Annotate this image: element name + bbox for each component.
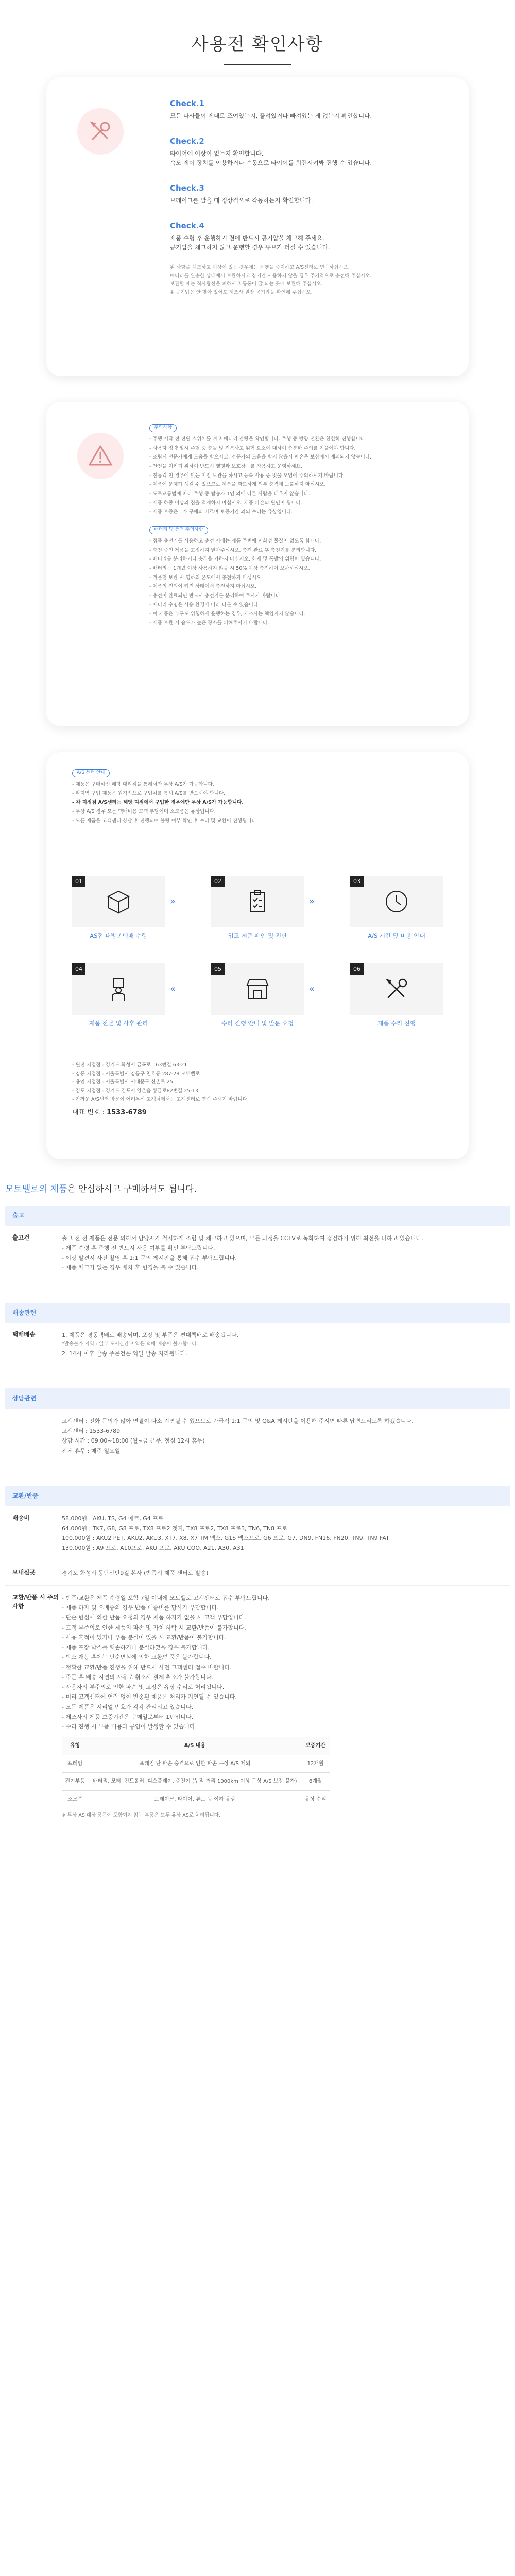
return-address-row [5, 1561, 510, 1585]
battery-tag: 배터리 및 충전 주의사항 [149, 526, 208, 534]
fee-line: 100,000원 : AKU2 PET, AKU2, AKU3, XT7, X8, X7 TM 엑스, G1S 엑스프로, G6 프로, G7, DN9, FN16, FN20, TN9, TN9 FAT [62, 1535, 389, 1541]
store-icon [243, 975, 272, 1004]
as-center-list [72, 1061, 443, 1119]
caution-line: - 조립시 전문가에게 도움을 받으시고, 전문가의 도움을 받지 않을시 파손은 보상에서 제외되지 않습니다. [149, 454, 372, 461]
check-text: 브레이크를 발을 때 정상적으로 작동하는지 확인합니다. [170, 197, 313, 205]
step-number: 02 [211, 876, 225, 887]
release-line: - 이상 발견시 사진 촬영 후 1:1 문의 게시판을 통해 접수 부탁드립니다. [62, 1255, 237, 1262]
battery-line: - 이 제품은 누구도 위험하게 운행하는 경우, 제조사는 책임지지 않습니다. [149, 611, 305, 617]
caution-line: - 사용자 정량 일시 주행 중 충돌 및 전복사고 위험 요소에 대하여 충분한 주의를 기울여야 합니다. [149, 445, 356, 451]
table-cell: 유상 수리 [301, 1790, 330, 1808]
as-intro-line: - 타지역 구입 제품은 원칙적으로 구입처를 통해 A/S를 받으셔야 합니다. [72, 790, 226, 796]
table-row [62, 1790, 330, 1808]
caution-line: - 안전을 지키기 위하여 반드시 헬멧과 보호장구를 착용하고 운행하세요. [149, 463, 302, 469]
table-row [62, 1773, 330, 1791]
chevron-left-icon: « [170, 984, 176, 994]
step-box [211, 876, 304, 927]
return-conditions-row [5, 1585, 510, 1827]
step-label: 입고 제품 확인 및 진단 [228, 932, 287, 939]
check-title: Check.4 [170, 221, 204, 230]
tools-icon [77, 108, 124, 155]
release-line: - 제품 수령 후 주행 전 반드시 사용 여부를 확인 부탁드립니다. [62, 1244, 215, 1251]
battery-line: - 겨울철 보관 시 영하의 온도에서 충전하지 마십시오. [149, 574, 263, 581]
step-label: 수리 진행 안내 및 발문 요청 [221, 1020, 294, 1027]
clipboard-icon [243, 887, 272, 916]
battery-line: - 배터리를 분리하거나 충격을 가하지 마십시오. 화재 및 폭발의 위험이 있습니다. [149, 556, 321, 563]
row-value [62, 1593, 510, 1820]
warranty-table [62, 1737, 330, 1808]
check-text: 모든 나사들이 제대로 조여있는지, 풀려있거나 빠져있는 게 없는지 확인합니다. [170, 112, 372, 120]
row-value: 경기도 화성시 동탄산단9길 본사 (반품시 제품 센터로 발송) [62, 1569, 209, 1577]
cond-line: - 정확한 교환/반품 진행을 위해 반드시 사전 고객센터 접수 바랍니다. [62, 1664, 232, 1671]
cond-line: - 주문 후 배송 지연의 사유로 취소시 결제 취소가 불가합니다. [62, 1673, 213, 1681]
delivery-bar: 배송관련 [5, 1303, 510, 1323]
delivery-icon [104, 975, 133, 1004]
step-label: A/S 시간 및 비용 안내 [368, 932, 425, 939]
delivery-row [5, 1323, 510, 1366]
step-label: 제품 수리 진행 [377, 1020, 416, 1027]
check-text: 제품 수령 후 운행하기 전에 반드시 공기압을 체크해 주세요. 공기압을 체크하지 않고 운행할 경우 튜브가 터질 수 있습니다. [170, 234, 330, 251]
warning-icon [77, 433, 124, 479]
cond-line: - 고객 부주의로 인한 제품의 파손 및 가치 하락 시 교환/반품이 불가합니다. [62, 1624, 246, 1631]
consult-bar: 상담관련 [5, 1388, 510, 1409]
step-label: 제품 전달 및 사후 관리 [89, 1020, 148, 1027]
row-value [62, 1416, 510, 1456]
check-item [170, 182, 448, 206]
table-header-row [62, 1737, 330, 1755]
row-value [62, 1233, 510, 1273]
center-line: - 강동 지정점 : 서울특별시 강동구 천호동 287-28 모토벨로 [72, 1071, 200, 1077]
battery-line: - 제품의 전원이 켜진 상태에서 충전하지 마십시오. [149, 584, 257, 590]
center-line: - 원전 지정점 : 경기도 화성시 금곡로 163번길 63-21 [72, 1062, 187, 1068]
battery-line: - 배터리는 1개월 이상 사용하지 않을 시 50% 이상 충전하여 보관하십시오. [149, 565, 310, 571]
return-bar: 교환/반품 [5, 1486, 510, 1506]
center-line: - 가까운 A/S센터 방문이 어려우신 고객님께서는 고객센터로 연락 주시기 바랍니다. [72, 1096, 249, 1103]
check-item [170, 135, 448, 168]
as-tag: A/S 센터 안내 [72, 769, 110, 777]
release-line: - 제품 체크가 없는 경우 배차 후 변경을 불 수 있습니다. [62, 1264, 199, 1272]
delivery-line: *발송불가 지역 : 일부 도서산간 지역은 택배 배송이 불가합니다. [62, 1341, 198, 1347]
brand-product-text: 모토벨로의 제품 [5, 1184, 67, 1194]
cond-line: - 제조사의 제품 보증기간은 구매일로부터 1년입니다. [62, 1713, 194, 1720]
as-process-steps [72, 876, 443, 1046]
row-value [62, 1514, 510, 1553]
note-line: 위 사항을 체크하고 이상이 있는 경우에는 운행을 중지하고 A/S센터로 연락하십시오. [170, 264, 350, 270]
as-intro-line: - 무상 A/S 경우 모든 택배비용 고객 부담이며 소모품은 유상입니다. [72, 808, 216, 815]
as-intro-list [72, 781, 443, 825]
release-line: 출고 전 전 제품은 전문 의해서 담당자가 철저하게 조립 및 체크하고 있으며, 모든 과정을 CCTV로 녹화하여 점검하기 위해 최선을 다하고 있습니다. [62, 1234, 423, 1242]
battery-line: - 충전 중인 제품을 고정하지 말아주십시오. 충전 완료 후 충전기를 분리합니다. [149, 547, 317, 553]
cond-line: - 제품 하자 및 오배송의 경우 반품 배송비를 당사가 부담합니다. [62, 1604, 219, 1611]
fee-line: 130,000원 : A9 프로, A10프로, AKU 프로, AKU COO, A21, A30, A31 [62, 1545, 244, 1552]
center-phone [72, 1107, 443, 1119]
row-label: 택배배송 [12, 1331, 36, 1338]
row-label: 출고건 [12, 1233, 30, 1241]
consult-line: 전체 휴무 : 매주 일요일 [62, 1447, 121, 1454]
cond-line: - 사용 흔적이 있거나 부품 분실이 있을 시 교환/반품이 불가합니다. [62, 1634, 226, 1641]
row-label [5, 1416, 62, 1456]
cond-line: - 단순 변심에 의한 반품 요청의 경우 제품 하자가 없을 시 고객 부담입니다. [62, 1614, 246, 1621]
fee-line: 64,000원 : TK7, G8, G8 프로, TX8 프로2 엣지, TX8 프로2, TX8 프로3, TN6, TN8 프로 [62, 1524, 287, 1532]
as-intro [72, 768, 443, 826]
as-intro-line: - 각 지정점 A/S센터는 해당 지점에서 구입한 경우에만 무상 A/S가 가능합니다. [72, 800, 244, 806]
delivery-line: 1. 제품은 경동택배로 배송되며, 포장 및 부품은 편대책배로 배송됩니다. [62, 1332, 238, 1339]
page-title: 사용전 확인사항 [191, 34, 324, 55]
check-item [170, 220, 448, 252]
as-card [46, 752, 469, 1159]
caution-body [149, 422, 448, 629]
row-label: 배송비 [12, 1514, 30, 1521]
table-note: ※ 무상 AS 대상 품목에 포함되지 않는 부품은 모두 유상 AS로 처리됩니다. [62, 1812, 220, 1819]
step-box [211, 963, 304, 1015]
cond-line: - 반품/교환은 제품 수령일 포함 7일 이내에 모토벨로 고객센터로 접수 부탁드립니다. [62, 1594, 270, 1601]
cond-line: - 박스 개봉 후에는 단순변심에 의한 교환/반품은 불가합니다. [62, 1654, 212, 1661]
table-cell: 프레임 단 파손 충격으로 인한 파손 무상 A/S 제외 [88, 1755, 301, 1773]
battery-line: - 제품 보관 시 습도가 높은 장소를 피해주시기 바랍니다. [149, 620, 269, 626]
table-cell: 12개월 [301, 1755, 330, 1773]
chevron-right-icon: » [309, 896, 315, 907]
center-phone-label: 대표 번호 : [72, 1109, 105, 1117]
fee-line: 58,000원 : AKU, TS, G4 에코, G4 프로 [62, 1515, 164, 1522]
check-item [170, 98, 448, 121]
caution-line: - 주행 시작 전 전원 스위치를 켜고 배터리 잔량을 확인합니다. 주행 중 방향 전환은 천천히 진행합니다. [149, 436, 367, 442]
table-header: 보증기간 [301, 1737, 330, 1755]
delivery-line: 2. 14시 이후 발송 주문건은 익일 발송 처리됩니다. [62, 1350, 187, 1358]
row-label: 교환/반품 시 주의 사항 [12, 1593, 59, 1610]
note-line: 배터리를 완충한 상태에서 보관하시고 장기간 사용하지 않을 경우 주기적으로 충전해 주십시오. [170, 273, 372, 279]
caution-tag: 주의사항 [149, 424, 177, 432]
center-phone-number: 1533-6789 [107, 1109, 147, 1117]
row-value [62, 1330, 510, 1359]
check-title: Check.1 [170, 99, 204, 108]
step-box [350, 963, 443, 1015]
table-cell: 전기부품 [62, 1773, 88, 1791]
trust-text: 은 안심하시고 구매하셔도 됩니다. [67, 1184, 197, 1194]
table-cell: 배터리, 모터, 컨트롤러, 디스플레이, 충전기 (누적 거리 1000km 이상 무상 A/S 보장 불가) [88, 1773, 301, 1791]
check-list [170, 98, 448, 297]
note-line: ※ 공기압은 안 맞아 있어도 제조사 권장 공기압을 확인해 주십시오. [170, 290, 313, 296]
table-cell: 6개월 [301, 1773, 330, 1791]
release-row [5, 1226, 510, 1280]
row-label: 보내실곳 [12, 1568, 36, 1576]
consult-line: 고객센터 : 전화 문의가 많아 연결이 다소 지연될 수 있으므로 가급적 1:1 문의 및 Q&A 게시판을 이용해 주시면 빠른 답변드리도록 하겠습니다. [62, 1417, 414, 1425]
consult-line: 고객센터 : 1533-6789 [62, 1428, 121, 1435]
check-notes [170, 264, 448, 297]
battery-line: - 정품 충전기를 사용하고 충전 시에는 제품 주변에 인화성 물질이 없도록 합니다. [149, 538, 321, 544]
step-number: 01 [72, 876, 85, 887]
step-number: 03 [350, 876, 364, 887]
battery-line: - 배터리 수명은 사용 환경에 따라 다를 수 있습니다. [149, 602, 260, 608]
check-card [46, 77, 469, 376]
step-box [350, 876, 443, 927]
check-title: Check.3 [170, 183, 204, 193]
cond-line: - 사용자의 부주의로 인한 파손 및 고장은 유상 수리로 처리됩니다. [62, 1684, 225, 1690]
title-underline [224, 64, 291, 65]
trust-section-title [5, 1182, 197, 1196]
battery-list [149, 537, 448, 628]
step-box [72, 963, 165, 1015]
cond-line: - 제품 포장 박스를 훼손하거나 분실하였을 경우 불가합니다. [62, 1644, 210, 1651]
battery-line: - 충전이 완료되면 반드시 충전기를 분리하여 주시기 바랍니다. [149, 592, 282, 599]
check-text: 타이어에 이상이 없는지 확인합니다. 속도 제어 장치를 이용하거나 수동으로 타이어를 회전시켜봐 진행 수 있습니다. [170, 150, 372, 167]
caution-list [149, 435, 448, 516]
caution-line: - 제품 보증은 1가 구매의 따르며 보증기간 외의 수리는 유상입니다. [149, 509, 293, 515]
shipping-fee-row [5, 1506, 510, 1561]
cond-line: - 미리 고객센터에 연락 없이 반송된 제품은 처리가 지연될 수 있습니다. [62, 1693, 237, 1701]
wrench-screwdriver-icon [382, 975, 411, 1004]
box-icon [104, 887, 133, 916]
table-row [62, 1755, 330, 1773]
step-number: 06 [350, 963, 364, 975]
step-box [72, 876, 165, 927]
table-header: 유형 [62, 1737, 88, 1755]
step-number: 04 [72, 963, 85, 975]
center-line: - 김포 지정점 : 경기도 김포시 양촌읍 황금로82번길 25-13 [72, 1088, 198, 1094]
caution-card [46, 402, 469, 726]
clock-icon [382, 887, 411, 916]
as-intro-line: - 모든 제품은 고객센터 상담 후 진행되며 불량 여부 확인 후 수리 및 교환이 진행됩니다. [72, 818, 258, 824]
as-intro-line: - 제품은 구매하신 해당 대리점을 통해서만 무상 A/S가 가능합니다. [72, 781, 214, 787]
table-header: A/S 내용 [88, 1737, 301, 1755]
note-line: 보관할 때는 직사광선을 피하시고 통풍이 잘 되는 곳에 보관해 주십시오. [170, 281, 323, 287]
step-number: 05 [211, 963, 225, 975]
table-cell: 브레이크, 타이어, 튜브 등 이하 유상 [88, 1790, 301, 1808]
chevron-left-icon: « [309, 984, 315, 994]
table-cell: 프레임 [62, 1755, 88, 1773]
chevron-right-icon: » [170, 896, 176, 907]
caution-line: - 제품에 문제가 생길 수 있으므로 제품을 과도하게 외부 충격에 노출하지 마십시오. [149, 482, 326, 488]
center-line: - 용인 지정점 : 서울특별시 서대문구 신촌로 25 [72, 1079, 173, 1086]
release-bar: 출고 [5, 1206, 510, 1226]
cond-line: - 수리 진행 시 부품 비용과 공임이 발생할 수 있습니다. [62, 1723, 197, 1730]
caution-line: - 제품 하중 이상의 짐을 적재하지 마십시오. 제품 파손의 원인이 됩니다. [149, 500, 302, 506]
cond-line: - 모든 제품은 시리얼 번호가 각각 관리되고 있습니다. [62, 1703, 194, 1710]
policy-section [5, 1206, 510, 1827]
step-label: AS접 내방 / 택배 수령 [90, 932, 147, 939]
consult-line: 상담 시간 : 09:00~18:00 (월~금 근무, 점심 12시 휴무) [62, 1437, 205, 1445]
caution-line: - 전동킥 인 경우에 맞는 지점 보관을 하시고 등속 사용 중 빗물 오염에 주의하시기 바랍니다. [149, 472, 345, 479]
caution-line: - 도로교통법에 따라 주행 중 탑승자 1인 외에 다른 사람을 태우지 않습니다. [149, 490, 310, 497]
consult-row [5, 1409, 510, 1463]
table-cell: 소모품 [62, 1790, 88, 1808]
check-title: Check.2 [170, 137, 204, 146]
